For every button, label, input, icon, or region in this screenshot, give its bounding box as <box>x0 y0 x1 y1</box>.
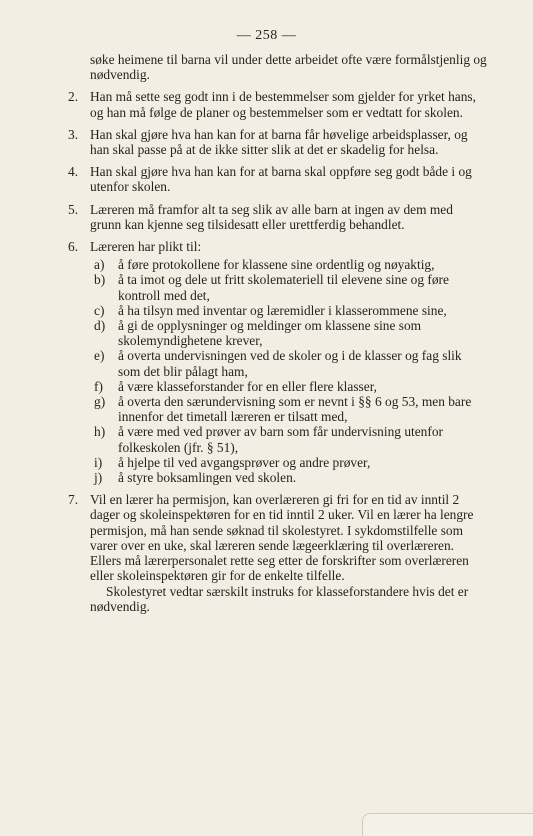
item-number: 7. <box>68 492 79 508</box>
list-item <box>68 202 487 232</box>
sub-item <box>90 318 487 348</box>
sub-item-text: å ta imot og dele ut fritt skolemateriell til elevene sine og føre kontroll med det, <box>118 272 449 303</box>
sub-item-text: å overta den særundervisning som er nevnt i §§ 6 og 53, men bare innenfor det timetall læreren er tilsatt med, <box>118 394 472 425</box>
sub-item <box>90 424 487 454</box>
list-item <box>68 89 487 119</box>
page-corner-edge <box>362 813 533 836</box>
item-number: 5. <box>68 201 79 217</box>
item-text: Vil en lærer ha permisjon, kan overlæreren gi fri for en tid av inntil 2 dager og skoleinspektøren for en tid inntil 2 uker. Vil en lærer ha lengre permisjon, må han sende søknad til skolestyret. I sykdomstilfelle som varer over en uke, skal læreren sende lægeerklæring til overlæreren. Ellers må lærerpersonalet rette seg etter de forskrifter som overlæreren eller skoleinspektøren gir for de enkelte tilfelle. <box>90 492 474 584</box>
document-body <box>68 52 487 614</box>
item-number: 3. <box>68 126 79 142</box>
page-number: — 258 — <box>236 28 297 43</box>
sub-item <box>90 272 487 302</box>
list-item <box>68 164 487 194</box>
sub-item-text: å være med ved prøver av barn som får undervisning utenfor folkeskolen (jfr. § 51), <box>118 424 443 455</box>
sub-item-letter: f) <box>94 378 103 394</box>
sub-item <box>90 394 487 424</box>
sub-item-letter: c) <box>94 302 105 318</box>
item-text: Læreren har plikt til: <box>90 239 202 255</box>
item-text: Han skal gjøre hva han kan for at barna får høvelige arbeidsplasser, og han skal passe på at de ikke sitter slik at det er skadelig for helsa. <box>90 126 468 158</box>
item-text: Læreren må framfor alt ta seg slik av alle barn at ingen av dem med grunn kan kjenne seg tilsidesatt eller urettferdig behandlet. <box>90 201 453 232</box>
sub-item-text: å være klasseforstander for en eller flere klasser, <box>118 378 377 394</box>
list-item <box>68 127 487 157</box>
sub-item-letter: a) <box>94 257 105 273</box>
sub-item <box>90 257 487 272</box>
list-item <box>68 239 487 485</box>
sub-item-text: å ha tilsyn med inventar og læremidler i klasserommene sine, <box>118 302 447 318</box>
sub-item <box>90 455 487 470</box>
sub-list <box>90 257 487 485</box>
item-number: 2. <box>68 89 79 105</box>
sub-item-letter: d) <box>94 318 106 334</box>
item-text: Han må sette seg godt inn i de bestemmelser som gjelder for yrket hans, og han må følge de planer og bestemmelser som er vedtatt for skolen. <box>90 89 476 120</box>
sub-item-letter: j) <box>94 470 103 486</box>
item-number: 4. <box>68 164 79 180</box>
sub-item-letter: g) <box>94 394 106 410</box>
sub-item <box>90 348 487 378</box>
sub-item-text: å gi de opplysninger og meldinger om klassene sine som skolemyndighetene krever, <box>118 318 422 349</box>
item-number: 6. <box>68 239 79 255</box>
sub-item-letter: b) <box>94 272 106 288</box>
sub-item-letter: h) <box>94 424 106 440</box>
item-text-continuation: Skolestyret vedtar særskilt instruks for klasseforstandere hvis det er nødvendig. <box>90 583 469 614</box>
sub-item <box>90 470 487 485</box>
sub-item-text: å føre protokollene for klassene sine ordentlig og nøyaktig, <box>118 257 435 273</box>
sub-item <box>90 303 487 318</box>
sub-item-text: å styre boksamlingen ved skolen. <box>118 470 297 486</box>
sub-item-letter: i) <box>94 454 103 470</box>
sub-item-text: å overta undervisningen ved de skoler og i de klasser og fag slik som det blir pålagt ham, <box>118 348 462 379</box>
sub-item-letter: e) <box>94 348 105 364</box>
sub-item <box>90 379 487 394</box>
item-text: Han skal gjøre hva han kan for at barna skal oppføre seg godt både i og utenfor skolen. <box>90 164 472 195</box>
continued-paragraph: søke heimene til barna vil under dette arbeidet ofte være formålstjenlig og nødvendig. <box>90 52 487 83</box>
sub-item-text: å hjelpe til ved avgangsprøver og andre prøver, <box>118 454 371 470</box>
list-item <box>68 492 487 614</box>
